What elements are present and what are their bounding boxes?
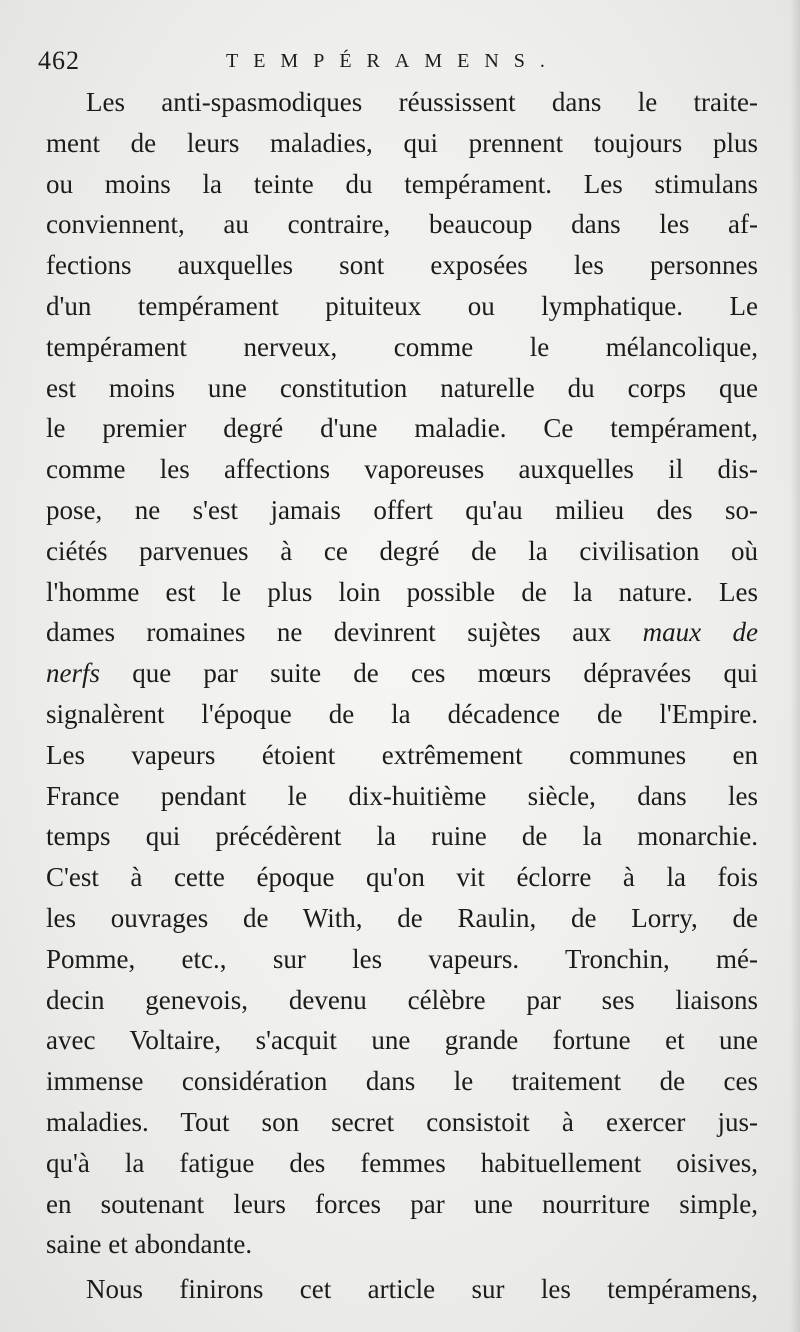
text-line: avec Voltaire, s'acquit une grande fortune et une xyxy=(46,1025,758,1056)
italic-term: maux de xyxy=(642,617,758,648)
page-edge-shadow xyxy=(790,0,800,1332)
text-line: signalèrent l'époque de la décadence de l'Empire. xyxy=(46,698,758,729)
text-line xyxy=(46,612,758,653)
text-line: France pendant le dix-huitième siècle, dans les xyxy=(46,780,758,811)
text-line: Nous finirons cet article sur les tempéramens, xyxy=(86,1274,758,1305)
text-line: d'un tempérament pituiteux ou lymphatique. Le xyxy=(46,290,758,321)
text-line xyxy=(46,653,758,694)
text-line: l'homme est le plus loin possible de la nature. Les xyxy=(46,576,758,607)
text-line: ment de leurs maladies, qui prennent toujours plus xyxy=(46,127,758,158)
text-line: tempérament nerveux, comme le mélancolique, xyxy=(46,331,758,362)
text-line: conviennent, au contraire, beaucoup dans les af- xyxy=(46,209,758,240)
text-line: temps qui précédèrent la ruine de la monarchie. xyxy=(46,821,758,852)
text-run: que par suite de ces mœurs dépravées qui xyxy=(100,658,758,689)
text-run: dames romaines ne devinrent sujètes aux xyxy=(46,617,643,648)
page-header xyxy=(38,46,758,78)
text-line: Pomme, etc., sur les vapeurs. Tronchin, mé- xyxy=(46,943,758,974)
page-number: 462 xyxy=(38,46,80,75)
text-line: comme les affections vaporeuses auxquelles il dis- xyxy=(46,454,758,485)
text-line: qu'à la fatigue des femmes habituellement oisives, xyxy=(46,1147,758,1178)
body-text xyxy=(46,82,758,1310)
text-line: en soutenant leurs forces par une nourriture simple, xyxy=(46,1188,758,1219)
text-line: les ouvrages de With, de Raulin, de Lorry, de xyxy=(46,902,758,933)
italic-term: nerfs xyxy=(46,658,100,689)
text-line: fections auxquelles sont exposées les personnes xyxy=(46,250,758,281)
text-line: maladies. Tout son secret consistoit à exercer jus- xyxy=(46,1106,758,1137)
text-line: pose, ne s'est jamais offert qu'au milieu des so- xyxy=(46,494,758,525)
text-line: C'est à cette époque qu'on vit éclorre à la fois xyxy=(46,862,758,893)
text-line: saine et abondante. xyxy=(46,1229,253,1260)
text-line: decin genevois, devenu célèbre par ses liaisons xyxy=(46,984,758,1015)
text-line: est moins une constitution naturelle du corps que xyxy=(46,372,758,403)
text-line: immense considération dans le traitement de ces xyxy=(46,1066,758,1097)
text-line: Les anti-spasmodiques réussissent dans le traite- xyxy=(86,87,758,117)
running-head: TEMPÉRAMENS. xyxy=(226,50,560,72)
text-line: ciétés parvenues à ce degré de la civilisation où xyxy=(46,535,758,566)
text-line: ou moins la teinte du tempérament. Les stimulans xyxy=(46,168,758,199)
text-line: Les vapeurs étoient extrêmement communes en xyxy=(46,739,758,770)
text-line: le premier degré d'une maladie. Ce tempérament, xyxy=(46,413,758,444)
